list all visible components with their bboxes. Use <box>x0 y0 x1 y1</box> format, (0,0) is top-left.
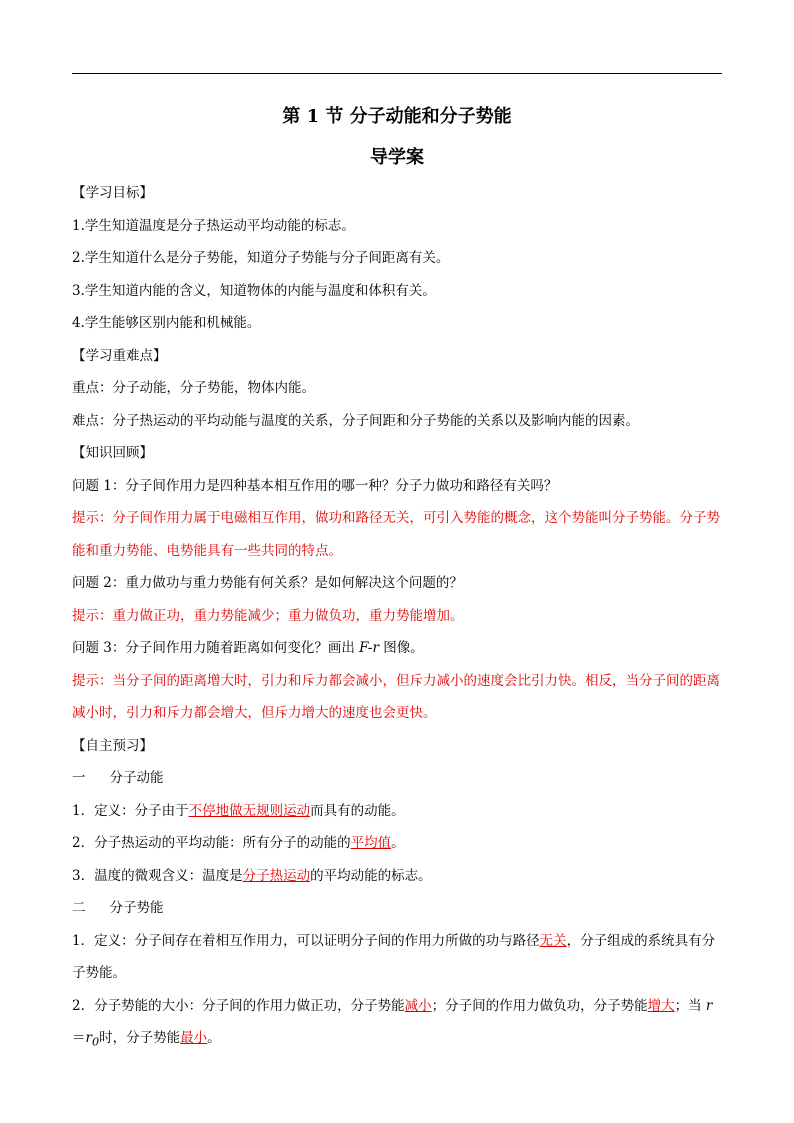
fill-blank-answer: 无关 <box>539 932 567 949</box>
document-body <box>72 104 722 1059</box>
section-1-label: 分子动能 <box>109 770 164 786</box>
item-text: 而具有的动能。 <box>310 802 405 819</box>
item-text: 3．温度的微观含义：温度是 <box>72 867 243 884</box>
item-text: 2．分子热运动的平均动能：所有分子的动能的 <box>72 835 351 851</box>
section-1-item-3 <box>72 860 722 893</box>
item-text: 2．分子势能的大小：分子间的作用力做正功，分子势能 <box>72 997 405 1014</box>
fill-blank-answer: 减小 <box>404 997 432 1014</box>
review-question-2: 问题 2：重力做功与重力势能有何关系？是如何解决这个问题的？ <box>72 575 463 591</box>
fill-blank-answer: 增大 <box>647 997 675 1014</box>
fill-blank-answer: 平均值 <box>350 835 392 851</box>
section-2-title <box>72 892 722 925</box>
section-2-label: 分子势能 <box>109 900 164 916</box>
item-text: 。 <box>391 835 405 851</box>
r0-variable: r <box>85 1030 92 1046</box>
item-text: 时，分子势能 <box>99 1030 181 1046</box>
section-2-item-2 <box>72 990 722 1060</box>
page-title: 第 1 节 分子动能和分子势能 <box>282 106 512 127</box>
section-1-item-2 <box>72 827 722 860</box>
key-points-focus: 重点：分子动能，分子势能，物体内能。 <box>72 380 315 396</box>
equals-sign: ＝ <box>72 1030 86 1046</box>
item-text: ，分子组成的系统具有分子势能。 <box>72 932 716 981</box>
section-2-item-1 <box>72 925 722 990</box>
review-hint-1: 提示：分子间作用力属于电磁相互作用，做功和路径无关，可引入势能的概念，这个势能叫分子势能。分子势能和重力势能、电势能具有一些共同的特点。 <box>72 510 720 559</box>
section-1-item-1 <box>72 795 722 828</box>
review-hint-2: 提示：重力做正功，重力势能减少；重力做负功，重力势能增加。 <box>72 607 464 624</box>
goals-heading: 【学习目标】 <box>72 185 153 201</box>
goal-item: 4.学生能够区别内能和机械能。 <box>72 315 261 331</box>
section-1-number: 一 <box>72 770 86 786</box>
r0-subscript: 0 <box>91 1035 100 1049</box>
section-2-number: 二 <box>72 900 86 916</box>
review-hint-3: 提示：当分子间的距离增大时，引力和斥力都会减小，但斥力减小的速度会比引力快。相反，当分子间的距离减小时，引力和斥力都会增大，但斥力增大的速度也会更快。 <box>72 672 720 721</box>
question-3-text: 问题 3：分子间作用力随着距离如何变化？画出 <box>72 640 360 656</box>
item-text: ；分子间的作用力做负功，分子势能 <box>431 997 648 1014</box>
goal-item: 2.学生知道什么是分子势能，知道分子势能与分子间距离有关。 <box>72 250 450 266</box>
key-points-difficulty: 难点：分子热运动的平均动能与温度的关系，分子间距和分子势能的关系以及影响内能的因素。 <box>72 412 639 429</box>
review-question-1: 问题 1：分子间作用力是四种基本相互作用的哪一种？分子力做功和路径有关吗？ <box>72 477 558 494</box>
header-rule <box>72 73 722 74</box>
key-points-heading: 【学习重难点】 <box>72 347 167 364</box>
review-question-3 <box>72 632 722 665</box>
goal-item: 3.学生知道内能的含义，知道物体的内能与温度和体积有关。 <box>72 282 436 299</box>
item-text: 1．定义：分子由于 <box>72 802 189 819</box>
r-variable: r <box>705 997 713 1014</box>
question-3-suffix: 图像。 <box>378 640 424 656</box>
page-subtitle: 导学案 <box>370 147 424 168</box>
section-1-title <box>72 762 722 795</box>
fill-blank-answer: 不停地做无规则运动 <box>188 802 311 819</box>
fill-blank-answer: 分子热运动 <box>242 867 311 884</box>
preview-heading: 【自主预习】 <box>72 737 153 754</box>
item-text: 。 <box>207 1030 221 1046</box>
fill-blank-answer: 最小 <box>180 1030 208 1046</box>
item-text: 的平均动能的标志。 <box>310 867 432 884</box>
item-text: ；当 <box>674 997 706 1014</box>
item-text: 1．定义：分子间存在着相互作用力，可以证明分子间的作用力所做的功与路径 <box>72 932 540 949</box>
fr-variable: F-r <box>359 640 379 656</box>
review-heading: 【知识回顾】 <box>72 445 153 461</box>
goal-item: 1.学生知道温度是分子热运动平均动能的标志。 <box>72 217 355 234</box>
